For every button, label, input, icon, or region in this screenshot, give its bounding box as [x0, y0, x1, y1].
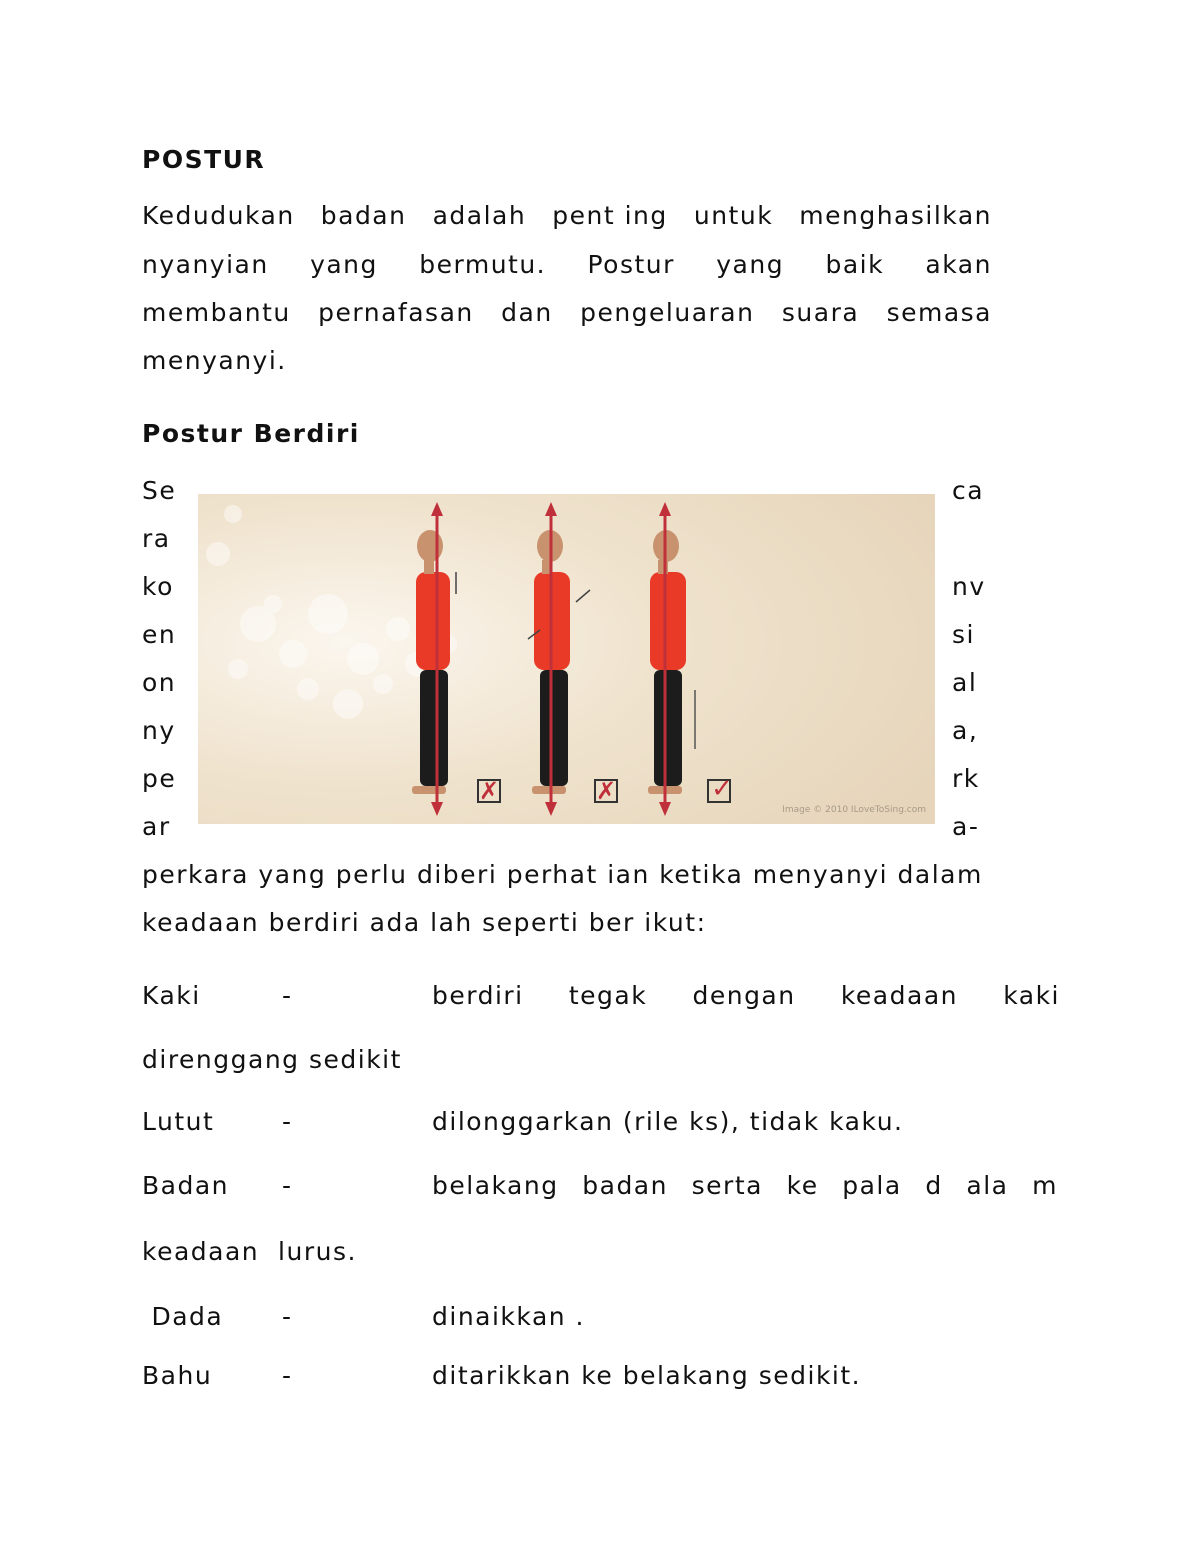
word: keadaan: [840, 981, 958, 1010]
item-label: Badan: [142, 1171, 230, 1200]
intro-line-2: [142, 250, 992, 279]
posture-figure: [198, 494, 935, 824]
word: Kedudukan: [142, 201, 295, 230]
wrap-left-text: ra: [142, 524, 171, 553]
intro-line-3: [142, 298, 992, 327]
word: yang: [310, 250, 378, 279]
paragraph-line: perkara yang perlu diberi perhat ian ketika menyanyi dalam: [142, 860, 983, 889]
word: badan: [582, 1171, 668, 1200]
word: semasa: [886, 298, 992, 327]
posture-illustration: [198, 494, 935, 824]
word: yang: [716, 250, 785, 279]
wrap-right-text: nv: [952, 572, 986, 601]
intro-line-1: [142, 201, 992, 230]
word: ala: [966, 1171, 1009, 1200]
wrap-left-text: on: [142, 668, 177, 697]
item-dash: -: [282, 1302, 293, 1331]
wrap-left-text: Se: [142, 476, 177, 505]
word: pala: [842, 1171, 902, 1200]
word: nyanyian: [142, 250, 269, 279]
wrap-left-text: ny: [142, 716, 176, 745]
word: pent ing: [552, 201, 668, 230]
wrap-left-text: pe: [142, 764, 177, 793]
word: badan: [320, 201, 407, 230]
word: baik: [825, 250, 885, 279]
word: menghasilkan: [799, 201, 992, 230]
wrap-left-text: en: [142, 620, 177, 649]
word: untuk: [693, 201, 774, 230]
wrap-right-text: a-: [952, 812, 980, 841]
check-mark-icon: ✓: [711, 774, 733, 804]
word: dengan: [692, 981, 796, 1010]
cross-mark-icon: ✗: [595, 777, 617, 805]
word: berdiri: [432, 981, 524, 1010]
item-label: Dada: [142, 1302, 224, 1331]
item-description-continued: keadaan lurus.: [142, 1237, 357, 1266]
wrap-right-text: ca: [952, 476, 985, 505]
item-dash: -: [282, 1171, 293, 1200]
item-description: dinaikkan .: [432, 1302, 585, 1331]
word: pengeluaran: [580, 298, 755, 327]
item-dash: -: [282, 981, 293, 1010]
word: akan: [925, 250, 992, 279]
word: suara: [781, 298, 860, 327]
word: adalah: [432, 201, 527, 230]
wrap-right-text: a,: [952, 716, 979, 745]
wrap-left-text: ar: [142, 812, 171, 841]
item-dash: -: [282, 1361, 293, 1390]
word: pernafasan: [318, 298, 474, 327]
image-credit: Image © 2010 ILoveToSing.com: [782, 805, 926, 815]
word: tegak: [568, 981, 648, 1010]
item-description: [432, 1171, 1058, 1200]
word: m: [1032, 1171, 1058, 1200]
section-heading: Postur Berdiri: [142, 419, 360, 448]
word: ke: [786, 1171, 819, 1200]
word: membantu: [142, 298, 291, 327]
word: bermutu.: [419, 250, 547, 279]
word: d: [925, 1171, 943, 1200]
word: belakang: [432, 1171, 559, 1200]
wrap-left-text: ko: [142, 572, 174, 601]
item-description: dilonggarkan (rile ks), tidak kaku.: [432, 1107, 904, 1136]
word: serta: [691, 1171, 763, 1200]
item-label: Lutut: [142, 1107, 215, 1136]
item-label: Bahu: [142, 1361, 213, 1390]
word: dan: [501, 298, 553, 327]
item-label: Kaki: [142, 981, 201, 1010]
word: Postur: [587, 250, 675, 279]
item-dash: -: [282, 1107, 293, 1136]
cross-mark-icon: ✗: [478, 777, 500, 805]
intro-line-4: menyanyi.: [142, 346, 287, 375]
page-title: POSTUR: [142, 145, 266, 174]
item-description: [432, 981, 1060, 1010]
wrap-right-text: al: [952, 668, 978, 697]
item-description: ditarikkan ke belakang sedikit.: [432, 1361, 862, 1390]
wrap-right-text: rk: [952, 764, 980, 793]
wrap-right-text: si: [952, 620, 975, 649]
paragraph-line: keadaan berdiri ada lah seperti ber ikut:: [142, 908, 707, 937]
item-description-continued: direnggang sedikit: [142, 1045, 402, 1074]
word: kaki: [1003, 981, 1060, 1010]
